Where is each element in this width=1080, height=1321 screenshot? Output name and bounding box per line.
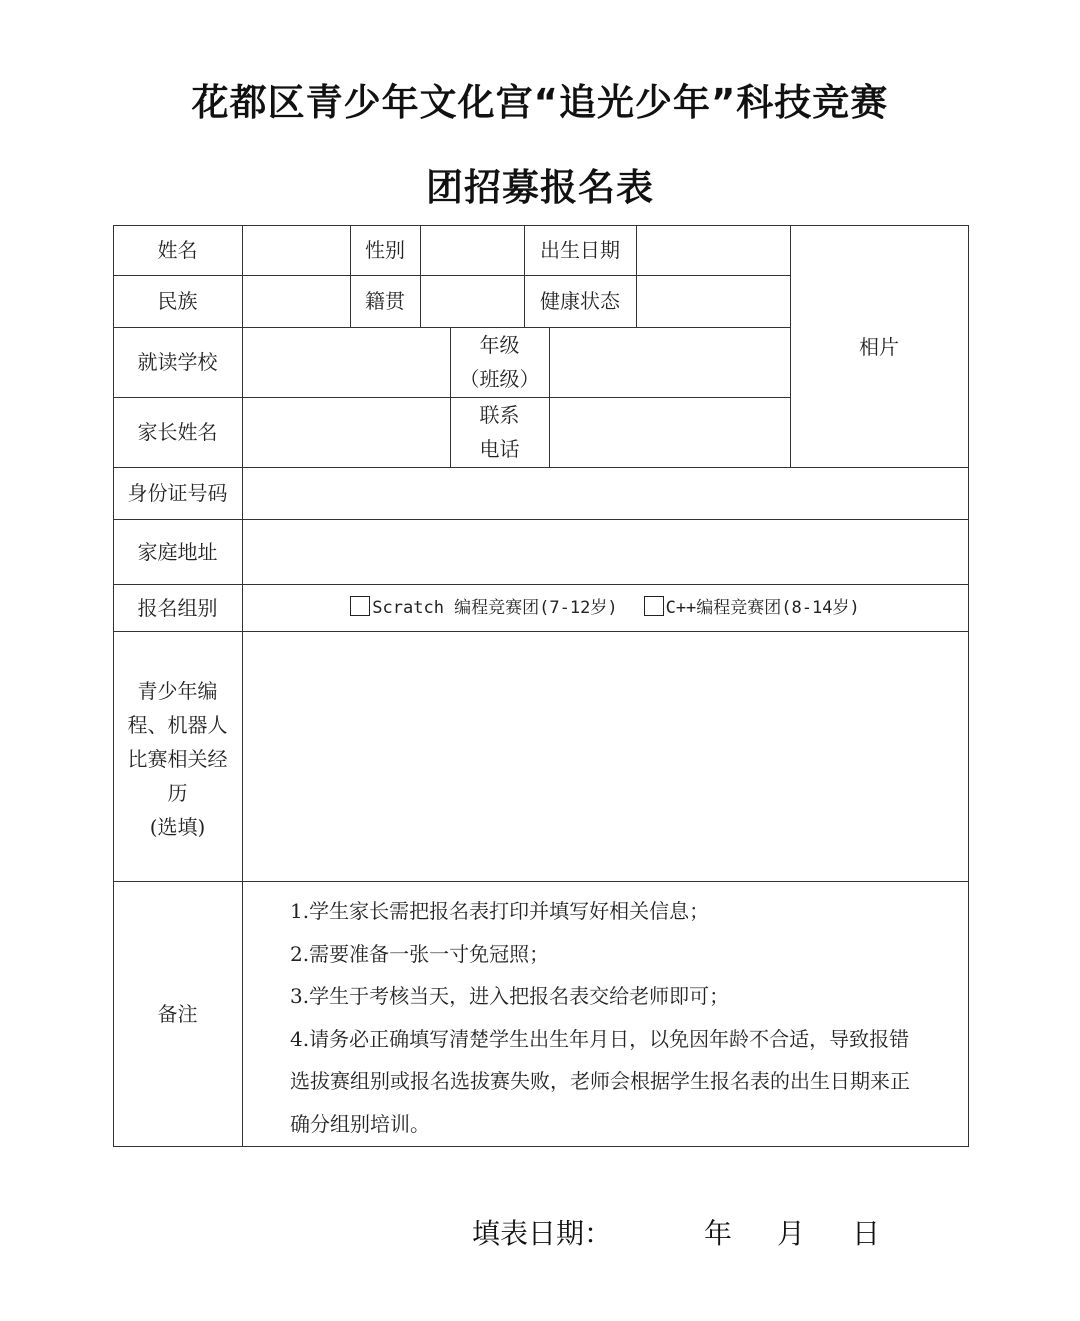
health-field[interactable] xyxy=(636,275,790,327)
fill-date-day: 日 xyxy=(852,1217,881,1250)
label-name: 姓名 xyxy=(157,238,198,262)
scratch-checkbox[interactable] xyxy=(350,596,370,616)
label-experience-line-3: 比赛相关经 xyxy=(127,747,228,771)
form-title-line-2: 团招募报名表 xyxy=(426,166,654,209)
label-parent-name: 家长姓名 xyxy=(137,420,218,444)
label-experience xyxy=(113,631,242,881)
address-field[interactable] xyxy=(242,519,968,584)
remark-line: 1.学生家长需把报名表打印并填写好相关信息； xyxy=(290,899,710,923)
label-experience-line-2: 程、机器人 xyxy=(127,713,228,737)
scratch-option-label: Scratch 编程竞赛团(7-12岁) xyxy=(372,597,618,618)
fill-date-month: 月 xyxy=(777,1217,806,1250)
label-address: 家庭地址 xyxy=(137,539,218,564)
fill-date-label: 填表日期： xyxy=(472,1217,613,1250)
label-health: 健康状态 xyxy=(540,289,620,313)
gender-field[interactable] xyxy=(420,225,524,275)
remarks-list xyxy=(290,890,962,1145)
label-photo: 相片 xyxy=(859,335,899,359)
label-grade xyxy=(450,327,549,397)
group-options xyxy=(242,584,968,631)
label-experience-line-1: 青少年编 xyxy=(137,679,218,703)
name-field[interactable] xyxy=(242,225,350,275)
remark-line: 2.需要准备一张一寸免冠照； xyxy=(290,941,550,966)
group-option-scratch[interactable] xyxy=(350,591,617,625)
label-birth-date: 出生日期 xyxy=(540,238,620,262)
label-phone-line-2: 电话 xyxy=(479,437,520,461)
id-number-field[interactable] xyxy=(242,467,968,519)
school-field[interactable] xyxy=(242,327,450,397)
label-grade-line-2: （班级） xyxy=(459,367,540,391)
label-phone-line-1: 联系 xyxy=(479,403,520,427)
label-experience-line-5: (选填) xyxy=(149,815,206,839)
remark-line: 3.学生于考核当天，进入把报名表交给老师即可； xyxy=(290,984,730,1008)
fill-date-year: 年 xyxy=(704,1217,733,1250)
group-option-cpp[interactable] xyxy=(644,591,860,625)
label-ethnicity: 民族 xyxy=(157,289,198,313)
label-experience-line-4: 历 xyxy=(167,781,188,805)
parent-name-field[interactable] xyxy=(242,397,450,467)
cpp-option-label: C++编程竞赛团(8-14岁) xyxy=(665,597,860,618)
label-gender: 性别 xyxy=(365,238,405,262)
form-title-line-1: 花都区青少年文化宫“追光少年”科技竞赛 xyxy=(191,81,889,124)
label-native-place: 籍贯 xyxy=(365,289,405,313)
phone-field[interactable] xyxy=(549,397,790,467)
ethnicity-field[interactable] xyxy=(242,275,350,327)
native-place-field[interactable] xyxy=(420,275,524,327)
birth-date-field[interactable] xyxy=(636,225,790,275)
label-id-number: 身份证号码 xyxy=(127,481,228,505)
remark-line: 选拔赛组别或报名选拔赛失败，老师会根据学生报名表的出生日期来正 xyxy=(290,1069,910,1093)
label-school: 就读学校 xyxy=(137,350,218,374)
label-group: 报名组别 xyxy=(137,595,218,620)
cpp-checkbox[interactable] xyxy=(644,596,664,616)
label-remarks: 备注 xyxy=(157,1001,198,1026)
experience-field[interactable] xyxy=(242,631,968,881)
grade-field[interactable] xyxy=(549,327,790,397)
remark-line: 4.请务必正确填写清楚学生出生年月日，以免因年龄不合适，导致报错 xyxy=(290,1026,910,1051)
remark-line: 确分组别培训。 xyxy=(290,1111,430,1136)
label-grade-line-1: 年级 xyxy=(479,333,520,357)
label-phone xyxy=(450,397,549,467)
photo-area[interactable] xyxy=(790,225,968,467)
